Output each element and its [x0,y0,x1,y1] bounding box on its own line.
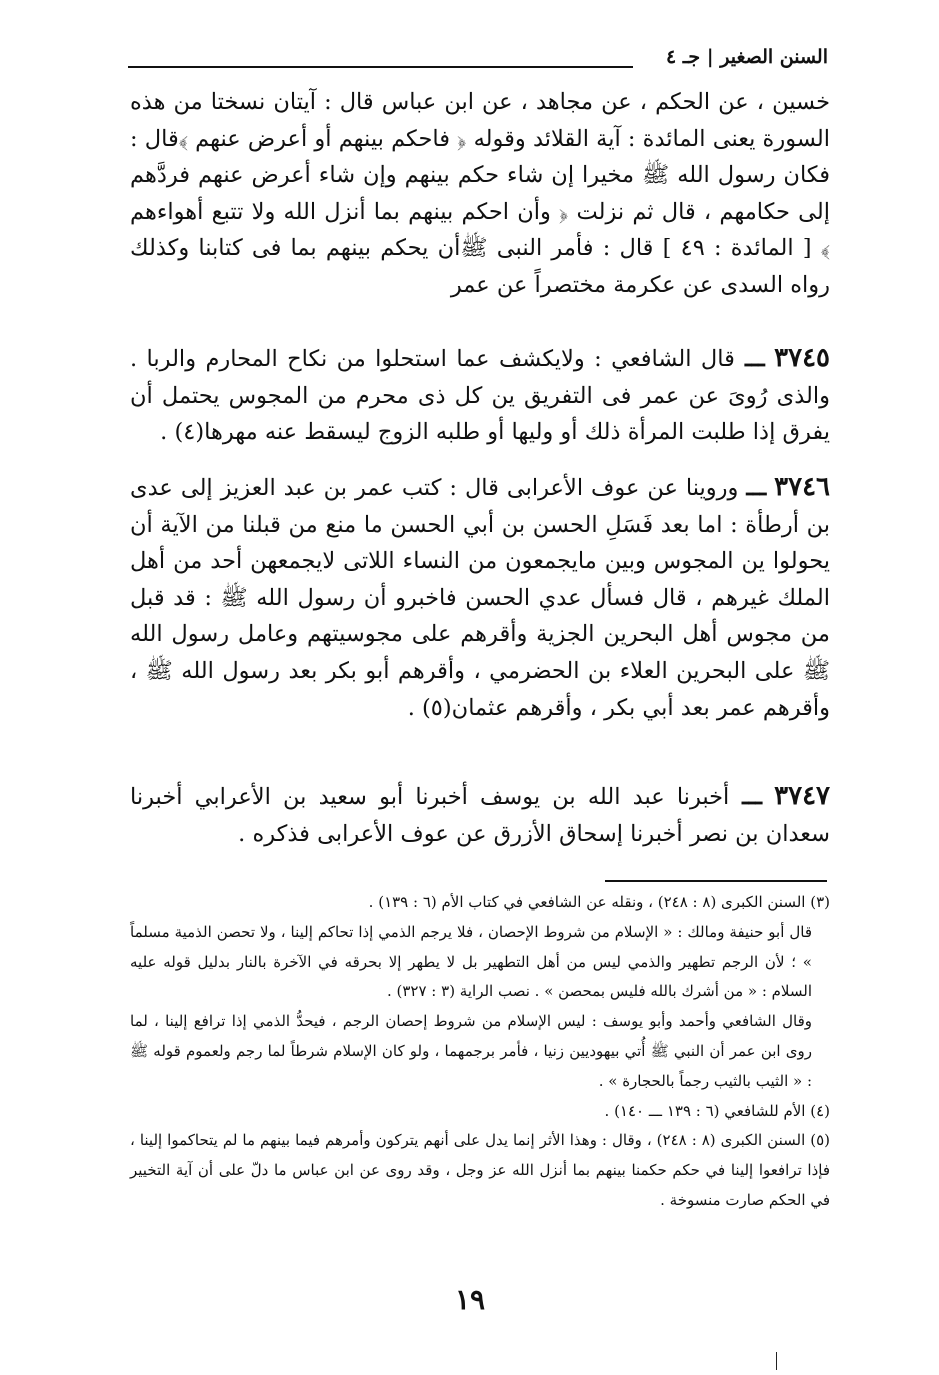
paragraph-text: قال الشافعي : ولايكشف عما استحلوا من نكاح المحارم والربا . والذى رُوىَ عن عمر فى التفريق ين كل ذى محرم من المجوس يحتمل أن يفرق إذا طلبت المرأة ذلك أو وليها أو طلبه الزوج ليسقط عنه مهرها(٤) . [130,346,830,446]
number-dash: ـــ [734,346,765,372]
hadith-number: ٣٧٤٥ [774,343,831,373]
paragraph-text: خسين ، عن الحكم ، عن مجاهد ، عن ابن عباس قال : آيتان نسختا من هذه السورة يعنى المائدة : آية القلائد وقوله ﴿ فاحكم بينهم أو أعرض عنهم ﴾قال : فكان رسول الله ﷺ مخيرا إن شاء حكم بينهم وإن شاء أعرض عنهم فردَّهم إلى حكامهم ، قال ثم نزلت ﴿ وأن احكم بينهم بما أنزل الله ولا تتبع أهواءهم ﴾ [ المائدة : ٤٩ ] قال : فأمر النبى ﷺأن يحكم بينهم بما فى كتابنا وكذلك رواه السدى عن عكرمة مختصراً عن عمر [130,89,830,298]
number-dash: ـــ [746,475,767,501]
footnotes [130,888,830,1216]
hadith-3747 [130,778,830,852]
paragraph-continuation [130,84,830,304]
page-number: ١٩ [454,1283,486,1316]
hadith-3745 [130,340,830,451]
number-dash: ـــ [729,784,762,810]
footnote-3-shafii-ahmad: وقال الشافعي وأحمد وأبو يوسف : ليس الإسلام من شروط إحصان الرجم ، فيحدُّ الذمي إذا ترافع إلينا ، لما روى ابن عمر أن النبي ﷺ أُتي بيهوديين زنيا ، فأمر برجمهما ، ولو كان الإسلام شرطاً لما رجم ولعموم قوله ﷺ : « الثيب بالثيب رجماً بالحجارة » . [130,1012,812,1090]
hadith-number: ٣٧٤٧ [774,781,831,811]
footnote-separator [605,880,827,882]
header-rule [128,66,633,68]
footnote-4: (٤) الأم للشافعي (٦ : ١٣٩ ـــ ١٤٠) . [604,1101,830,1120]
hadith-3746 [130,469,830,726]
footnote-3: (٣) السنن الكبرى (٨ : ٢٤٨) ، ونقله عن الشافعي في كتاب الأم (٦ : ١٣٩) . [368,893,830,911]
running-header [128,44,828,72]
paragraph-text: وروينا عن عوف الأعرابى قال : كتب عمر بن عبد العزيز إلى عدى بن أرطأة : اما بعد فَسَلِ الحسن بن أبي الحسن ما منع من قبلنا من الآية أن يحولوا ين المجوس وبين مايجمعون من النساء اللاتى لايجمعهن أحد من أهل الملك غيرهم ، قال فسأل عدي الحسن فاخبرو أن رسول الله ﷺ : قد قبل من مجوس أهل البحرين الجزية وأقرهم على مجوسيتهم وعامل رسول الله ﷺ على البحرين العلاء بن الحضرمي ، وأقرهم أبو بكر بعد رسول الله ﷺ ، وأقرهم عمر بعد أبي بكر ، وأقرهم عثمان(٥) . [130,475,830,721]
footnote-3-hanafi-maliki: قال أبو حنيفة ومالك : « الإسلام من شروط الإحصان ، فلا يرجم الذمي إذا تحاكم إلينا ، ولا تحصن الذمية مسلماً » ؛ لأن الرجم تطهير والذمي ليس من أهل التطهير بل لا يطهر إلا بحرقه في الآخرة بالنار بدليل قوله عليه السلام : « من أشرك بالله فليس بمحصن » . نصب الراية (٣ : ٣٢٧) . [130,922,812,1001]
footnote-5: (٥) السنن الكبرى (٨ : ٢٤٨) ، وقال : وهذا الأثر إنما يدل على أنهم يتركون وأمرهم فيما بينهم ما لم يتحاكموا إلينا ، فإذا ترافعوا إلينا في حكم حكمنا بينهم بما أنزل الله عز وجل ، وقد روى عن ابن عباس ما دلّ على أن آية التخيير في الحكم صارت منسوخة . [130,1131,831,1209]
scan-mark [776,1352,777,1370]
hadith-number: ٣٧٤٦ [774,472,831,502]
paragraph-text: أخبرنا عبد الله بن يوسف أخبرنا أبو سعيد بن الأعرابي أخبرنا سعدان بن نصر أخبرنا إسحاق الأزرق عن عوف الأعرابى فذكره . [130,784,830,847]
running-header-title: السنن الصغير | جـ ٤ [665,46,828,68]
